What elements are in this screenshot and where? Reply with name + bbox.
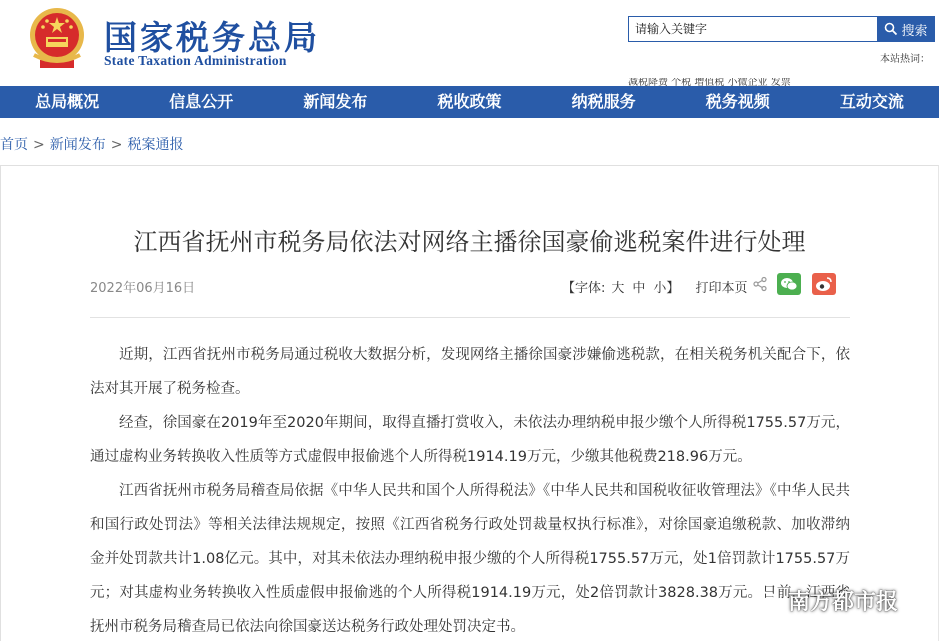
search-button-label: 搜索 (901, 23, 928, 39)
wechat-icon[interactable] (777, 273, 801, 295)
font-size-small[interactable]: 小】 (653, 281, 680, 296)
nav-item-tax-video[interactable]: 税务视频 (705, 92, 770, 111)
nav-item-tax-policy[interactable]: 税收政策 (437, 92, 502, 111)
article-tools (562, 277, 747, 296)
breadcrumb (0, 134, 183, 154)
watermark (756, 585, 898, 616)
watermark-text: 南方都市报 (788, 590, 899, 615)
site-header (0, 0, 939, 86)
breadcrumb-news[interactable]: 新闻发布 (49, 137, 106, 153)
font-size-label: 【字体: (562, 281, 606, 296)
site-logo-english[interactable]: State Taxation Administration (104, 53, 287, 68)
search-icon (884, 22, 898, 36)
article-paragraph: 江西省抚州市税务局稽查局依据《中华人民共和国个人所得税法》《中华人民共和国税收征收管理法》《中华人民共和国行政处罚法》等相关法律法规规定，按照《江西省税务行政处罚裁量权执行标准》，对徐国豪追缴税款、加收滞纳金并处罚款共计1.08亿元。其中，对其未依法办理纳税申报少缴的个人所得税1755.57万元，处1倍罚款计1755.57万元；对其虚构业务转换收入性质虚假申报偷逃的个人所得税1914.19万元，处2倍罚款计3828.38万元。日前，江西省抚州市税务局稽查局已依法向徐国豪送达税务行政处理处罚决定书。 (90, 483, 850, 635)
hot-words-label: 本站热词： (880, 54, 930, 65)
article-paragraph: 近期，江西省抚州市税务局通过税收大数据分析，发现网络主播徐国豪涉嫌偷逃税款，在相关税务机关配合下，依法对其开展了税务检查。 (90, 347, 850, 397)
wechat-watermark-icon (756, 588, 782, 614)
hot-words-list[interactable]: 减税降费 个税 增值税 小微企业 发票 (628, 78, 791, 86)
search-button[interactable] (877, 16, 935, 42)
font-size-large[interactable]: 大 (611, 281, 625, 296)
nav-item-overview[interactable]: 总局概况 (35, 92, 100, 111)
breadcrumb-home[interactable]: 首页 (0, 137, 28, 153)
font-size-medium[interactable]: 中 (632, 281, 646, 296)
national-emblem-icon[interactable] (26, 5, 88, 71)
main-nav (0, 86, 939, 118)
weibo-icon[interactable] (812, 273, 836, 295)
nav-item-interaction[interactable]: 互动交流 (839, 92, 904, 111)
nav-item-news[interactable]: 新闻发布 (303, 92, 368, 111)
article-divider (90, 317, 850, 318)
article-paragraph: 经查，徐国豪在2019年至2020年期间，取得直播打赏收入，未依法办理纳税申报少缴个人所得税1755.57万元，通过虚构业务转换收入性质等方式虚假申报偷逃个人所得税1914.19万元，少缴其他税费218.96万元。 (90, 415, 850, 465)
nav-item-info-public[interactable]: 信息公开 (169, 92, 234, 111)
site-logo-chinese[interactable]: 国家税务总局 (104, 18, 320, 57)
search-input[interactable]: 请输入关键字 (628, 16, 878, 42)
article-title: 江西省抚州市税务局依法对网络主播徐国豪偷逃税案件进行处理 (133, 228, 806, 256)
nav-item-tax-service[interactable]: 纳税服务 (571, 92, 636, 111)
breadcrumb-tax-cases[interactable]: 税案通报 (127, 137, 184, 153)
breadcrumb-separator: > (33, 137, 45, 153)
share-icon[interactable] (752, 276, 768, 292)
article-date: 2022年06月16日 (90, 281, 196, 296)
print-button[interactable]: 打印本页 (695, 281, 748, 296)
breadcrumb-separator: > (110, 137, 123, 153)
